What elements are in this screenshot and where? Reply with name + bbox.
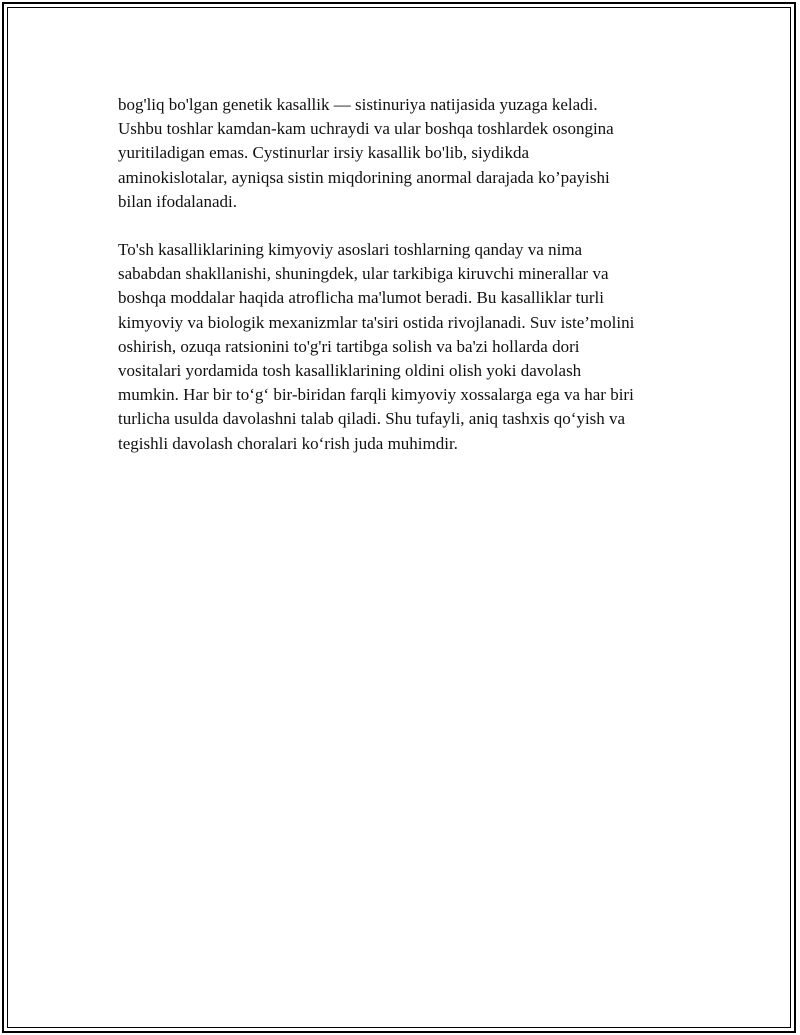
- document-body: [118, 93, 688, 456]
- paragraph-1: bog'liq bo'lgan genetik kasallik — sistinuriya natijasida yuzaga keladi. Ushbu toshlar kamdan-kam uchraydi va ular boshqa toshlardek osongina yuritiladigan emas. Cystinurlar irsiy kasallik bo'lib, siydikda aminokislotalar, ayniqsa sistin miqdorining anormal darajada ko’payishi bilan ifodalanadi.: [118, 95, 614, 211]
- paragraph-2: To'sh kasalliklarining kimyoviy asoslari toshlarning qanday va nima sababdan shakllanishi, shuningdek, ular tarkibiga kiruvchi minerallar va boshqa moddalar haqida atroflicha ma'lumot beradi. Bu kasalliklar turli kimyoviy va biologik mexanizmlar ta'siri ostida rivojlanadi. Suv iste’molini oshirish, ozuqa ratsionini to'g'ri tartibga solish va ba'zi hollarda dori vositalari yordamida tosh kasalliklarining oldini olish yoki davolash mumkin. Har bir to‘g‘ bir-biridan farqli kimyoviy xossalarga ega va har biri turlicha usulda davolashni talab qiladi. Shu tufayli, aniq tashxis qo‘yish va tegishli davolash choralari ko‘rish juda muhimdir.: [118, 240, 635, 453]
